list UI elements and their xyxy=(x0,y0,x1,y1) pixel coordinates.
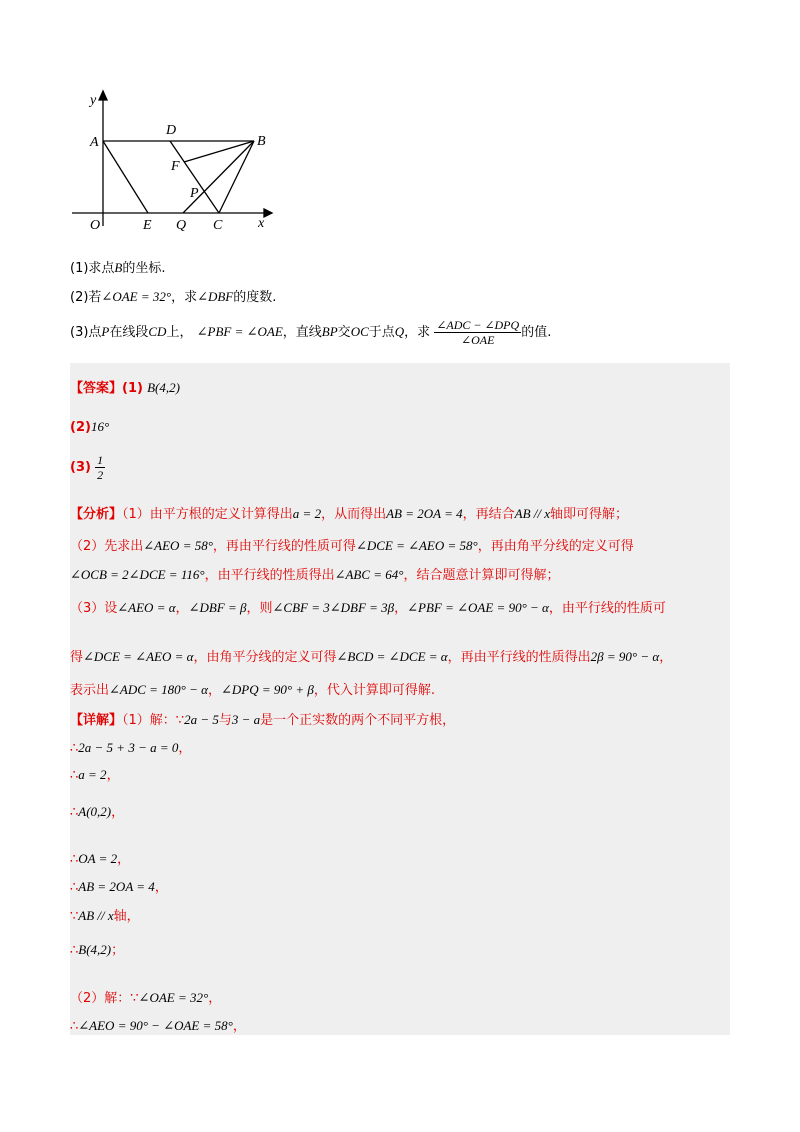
label-f: F xyxy=(171,159,180,174)
y-axis-arrow xyxy=(99,91,107,100)
answer-2: (2)16° xyxy=(70,419,110,435)
detail-line-10: ∴∠AEO = 90° − ∠OAE = 58°， xyxy=(70,1018,246,1034)
label-o: O xyxy=(90,218,101,233)
label-e: E xyxy=(143,218,152,233)
answer-3: (3) $\frac{1}{2}$ xyxy=(70,453,104,482)
label-b: B xyxy=(257,134,266,149)
analysis-line-2: （2）先求出∠AEO = 58°，再由平行线的性质可得∠DCE = ∠AEO = 58°，再由角平分线的定义可得 xyxy=(70,538,634,554)
analysis-line-5: 得∠DCE = ∠AEO = α，由角平分线的定义可得∠BCD = ∠DCE = α，再由平行线的性质得出2β = 90° − α， xyxy=(70,649,673,665)
segment-bc xyxy=(219,141,254,213)
detail-line-6: ∴AB = 2OA = 4， xyxy=(70,879,168,895)
detail-line-2: ∴2a − 5 + 3 − a = 0， xyxy=(70,740,192,756)
label-d: D xyxy=(166,123,177,138)
geometry-figure xyxy=(66,86,276,236)
segment-ae xyxy=(103,141,148,213)
label-a: A xyxy=(90,135,99,150)
analysis-line-4: （3）设∠AEO = α，∠DBF = β，则∠CBF = 3∠DBF = 3β，∠PBF = ∠OAE = 90° − α，由平行线的性质可 xyxy=(70,600,666,616)
question-1: (1)求点B的坐标. xyxy=(70,260,166,276)
analysis-line-3: ∠OCB = 2∠DCE = 116°，由平行线的性质得出∠ABC = 64°，结合题意计算即可得解； xyxy=(70,567,560,583)
analysis-line-6: 表示出∠ADC = 180° − α，∠DPQ = 90° + β，代入计算即可得解. xyxy=(70,682,435,698)
answer-1: 【答案】(1) B(4,2) xyxy=(70,380,180,396)
question-3-fraction: $\frac{\text{∠ADC − ∠DPQ}}{\text{∠OAE}}$ xyxy=(436,318,520,347)
answer-3-fraction: $\frac{1}{2}$ xyxy=(97,453,104,482)
x-axis-arrow xyxy=(264,209,272,217)
label-q: Q xyxy=(176,218,187,233)
answer-block xyxy=(70,363,730,1035)
detail-line-7: ∵AB // x轴， xyxy=(70,908,140,924)
label-x: x xyxy=(258,216,265,231)
detail-line-4: ∴A(0,2)， xyxy=(70,804,125,820)
detail-line-8: ∴B(4,2)； xyxy=(70,942,125,958)
detail-line-5: ∴OA = 2， xyxy=(70,851,131,867)
question-2: (2)若∠OAE = 32°，求∠DBF的度数. xyxy=(70,289,277,305)
detail-line-1: 【详解】（1）解：∵2a − 5与3 − a是一个正实数的两个不同平方根， xyxy=(70,712,456,728)
detail-line-3: ∴a = 2， xyxy=(70,767,120,783)
label-y: y xyxy=(90,93,97,108)
label-c: C xyxy=(213,218,223,233)
detail-line-9: （2）解：∵∠OAE = 32°， xyxy=(70,990,222,1006)
label-p: P xyxy=(190,186,199,201)
question-3: (3)点P在线段CD上， ∠PBF = ∠OAE，直线BP交OC于点Q，求 $\frac{\text{∠ADC − ∠DPQ}}{\text{∠OAE}}$ 的值. xyxy=(70,318,552,347)
analysis-line-1: 【分析】（1）由平方根的定义计算得出a = 2，从而得出AB = 2OA = 4，再结合AB // x轴即可得解； xyxy=(70,506,629,522)
